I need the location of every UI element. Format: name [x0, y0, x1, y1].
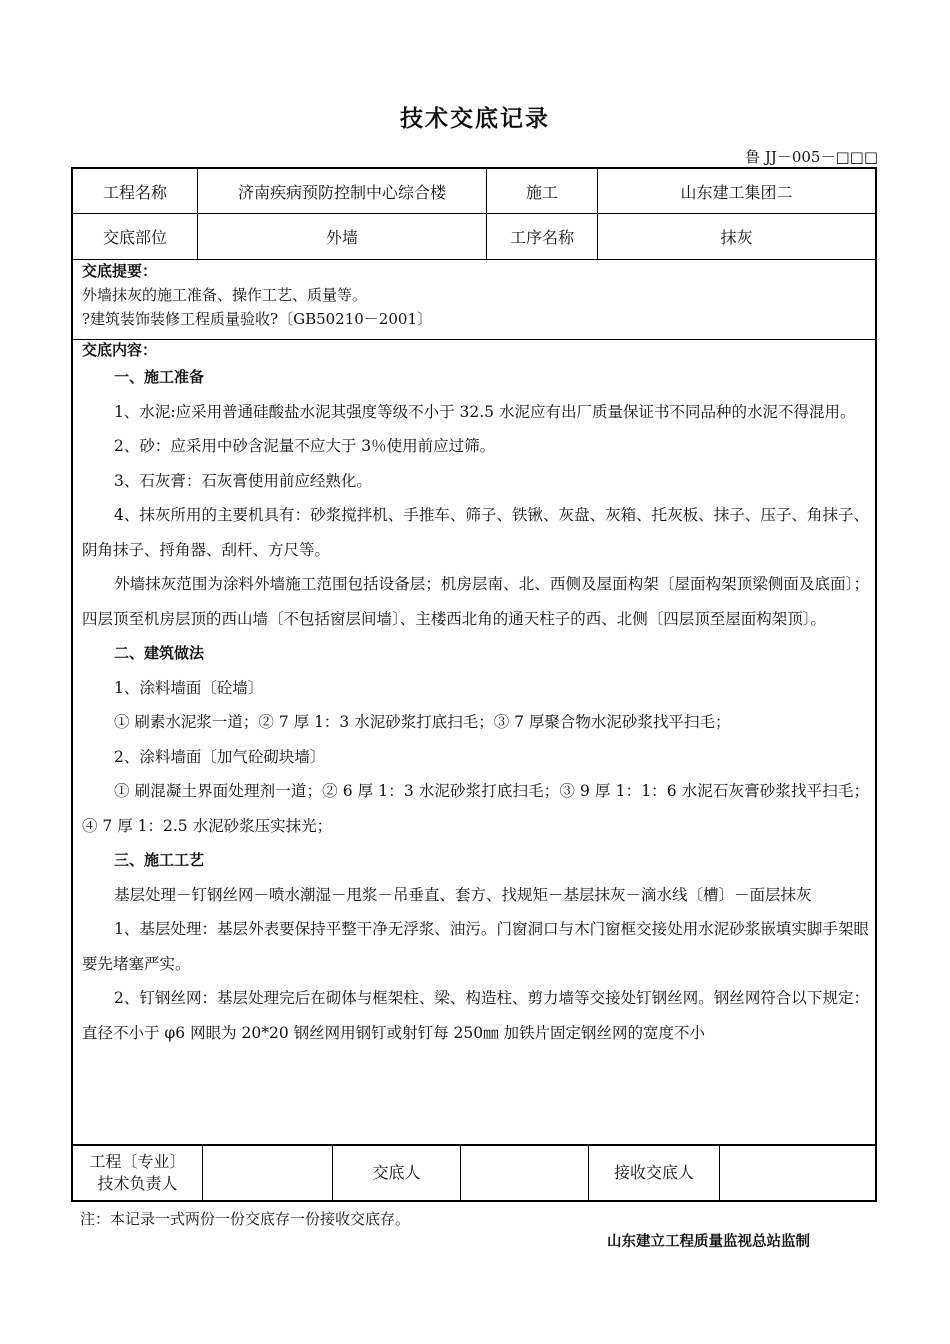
document-title: 技术交底记录	[400, 106, 550, 132]
process-value: 抹灰	[720, 227, 753, 247]
location-value: 外墙	[198, 213, 487, 259]
content-paragraph: ① 刷混凝土界面处理剂一道；② 6 厚 1：3 水泥砂浆打底扫毛；③ 9 厚 1：1：6 水泥石灰膏砂浆找平扫毛；④ 7 厚 1：2.5 水泥砂浆压实抹光；	[82, 782, 869, 835]
discloser-label: 交底人	[333, 1146, 461, 1200]
construction-value: 山东建工集团二	[680, 182, 793, 202]
content-section	[82, 340, 869, 1050]
summary-section	[82, 259, 869, 331]
summary-label: 交底提要：	[82, 262, 158, 280]
project-name-value: 济南疾病预防控制中心综合楼	[198, 169, 487, 213]
content-paragraph: 1、水泥:应采用普通硅酸盐水泥其强度等级不小于 32.5 水泥应有出厂质量保证书不同品种的水泥不得混用。	[114, 402, 856, 421]
content-paragraph: 2、涂料墙面〔加气砼砌块墙〕	[114, 747, 326, 766]
tech-lead-line: 技术负责人	[97, 1174, 178, 1193]
project-name-label: 工程名称	[73, 169, 198, 213]
section-heading: 一、施工准备	[114, 368, 205, 386]
receiver-signature	[720, 1146, 875, 1200]
record-table	[71, 167, 877, 1146]
section-heading: 三、施工工艺	[114, 851, 205, 869]
content-paragraph: 2、钉钢丝网：基层处理完后在砌体与框架柱、梁、构造柱、剪力墙等交接处钉钢丝网。钢丝网符合以下规定：直径不小于 φ6 网眼为 20*20 钢丝网用钢钉或射钉每 250㎜ 加铁片固定钢丝网的宽度不小	[82, 989, 869, 1042]
content-paragraph: 2、砂：应采用中砂含泥量不应大于 3％使用前应过筛。	[114, 437, 496, 455]
discloser-signature	[461, 1146, 589, 1200]
location-row	[73, 213, 875, 260]
footer-issuer: 山东建立工程质量监视总站监制	[607, 1234, 810, 1250]
construction-label: 施工	[487, 169, 598, 213]
process-label: 工序名称	[487, 213, 598, 259]
content-paragraph: 3、石灰膏：石灰膏使用前应经熟化。	[114, 471, 372, 490]
content-paragraph: ① 刷素水泥浆一道；② 7 厚 1：3 水泥砂浆打底扫毛；③ 7 厚聚合物水泥砂浆找平扫毛；	[114, 713, 731, 731]
content-label: 交底内容：	[82, 341, 158, 359]
tech-lead-line: 工程〔专业〕	[89, 1152, 186, 1171]
signature-table	[71, 1146, 877, 1202]
section-heading: 二、建筑做法	[114, 644, 205, 662]
summary-line: ?建筑装饰装修工程质量验收?〔GB50210－2001〕	[82, 310, 432, 328]
note-text: 注：本记录一式两份一份交底存一份接收交底存。	[80, 1210, 411, 1228]
summary-line: 外墙抹灰的施工准备、操作工艺、质量等。	[82, 286, 368, 304]
content-paragraph: 基层处理－钉钢丝网－喷水潮湿－甩浆－吊垂直、套方、找规矩－基层抹灰－滴水线〔槽〕－面层抹灰	[114, 885, 812, 904]
content-paragraph: 外墙抹灰范围为涂料外墙施工范围包括设备层；机房层南、北、西侧及屋面构架〔屋面构架顶梁侧面及底面〕；四层顶至机房层顶的西山墙〔不包括窗层间墙〕、主楼西北角的通天柱子的西、北侧〔四层顶至屋面构架顶〕。	[82, 575, 869, 628]
project-row	[73, 169, 875, 214]
location-label: 交底部位	[73, 213, 198, 259]
content-paragraph: 4、抹灰所用的主要机具有：砂浆搅拌机、手推车、筛子、铁锹、灰盘、灰箱、托灰板、抹子、压子、角抹子、阴角抹子、捋角器、刮杆、方尺等。	[82, 506, 869, 559]
document-code: 鲁 JJ－005－□□□	[745, 148, 878, 166]
tech-lead-label	[73, 1146, 203, 1200]
content-paragraph: 1、基层处理：基层外表要保持平整干净无浮浆、油污。门窗洞口与木门窗框交接处用水泥砂浆嵌填实脚手架眼要先堵塞严实。	[82, 920, 869, 973]
content-paragraph: 1、涂料墙面〔砼墙〕	[114, 678, 264, 697]
receiver-label: 接收交底人	[589, 1146, 720, 1200]
tech-lead-signature	[203, 1146, 333, 1200]
